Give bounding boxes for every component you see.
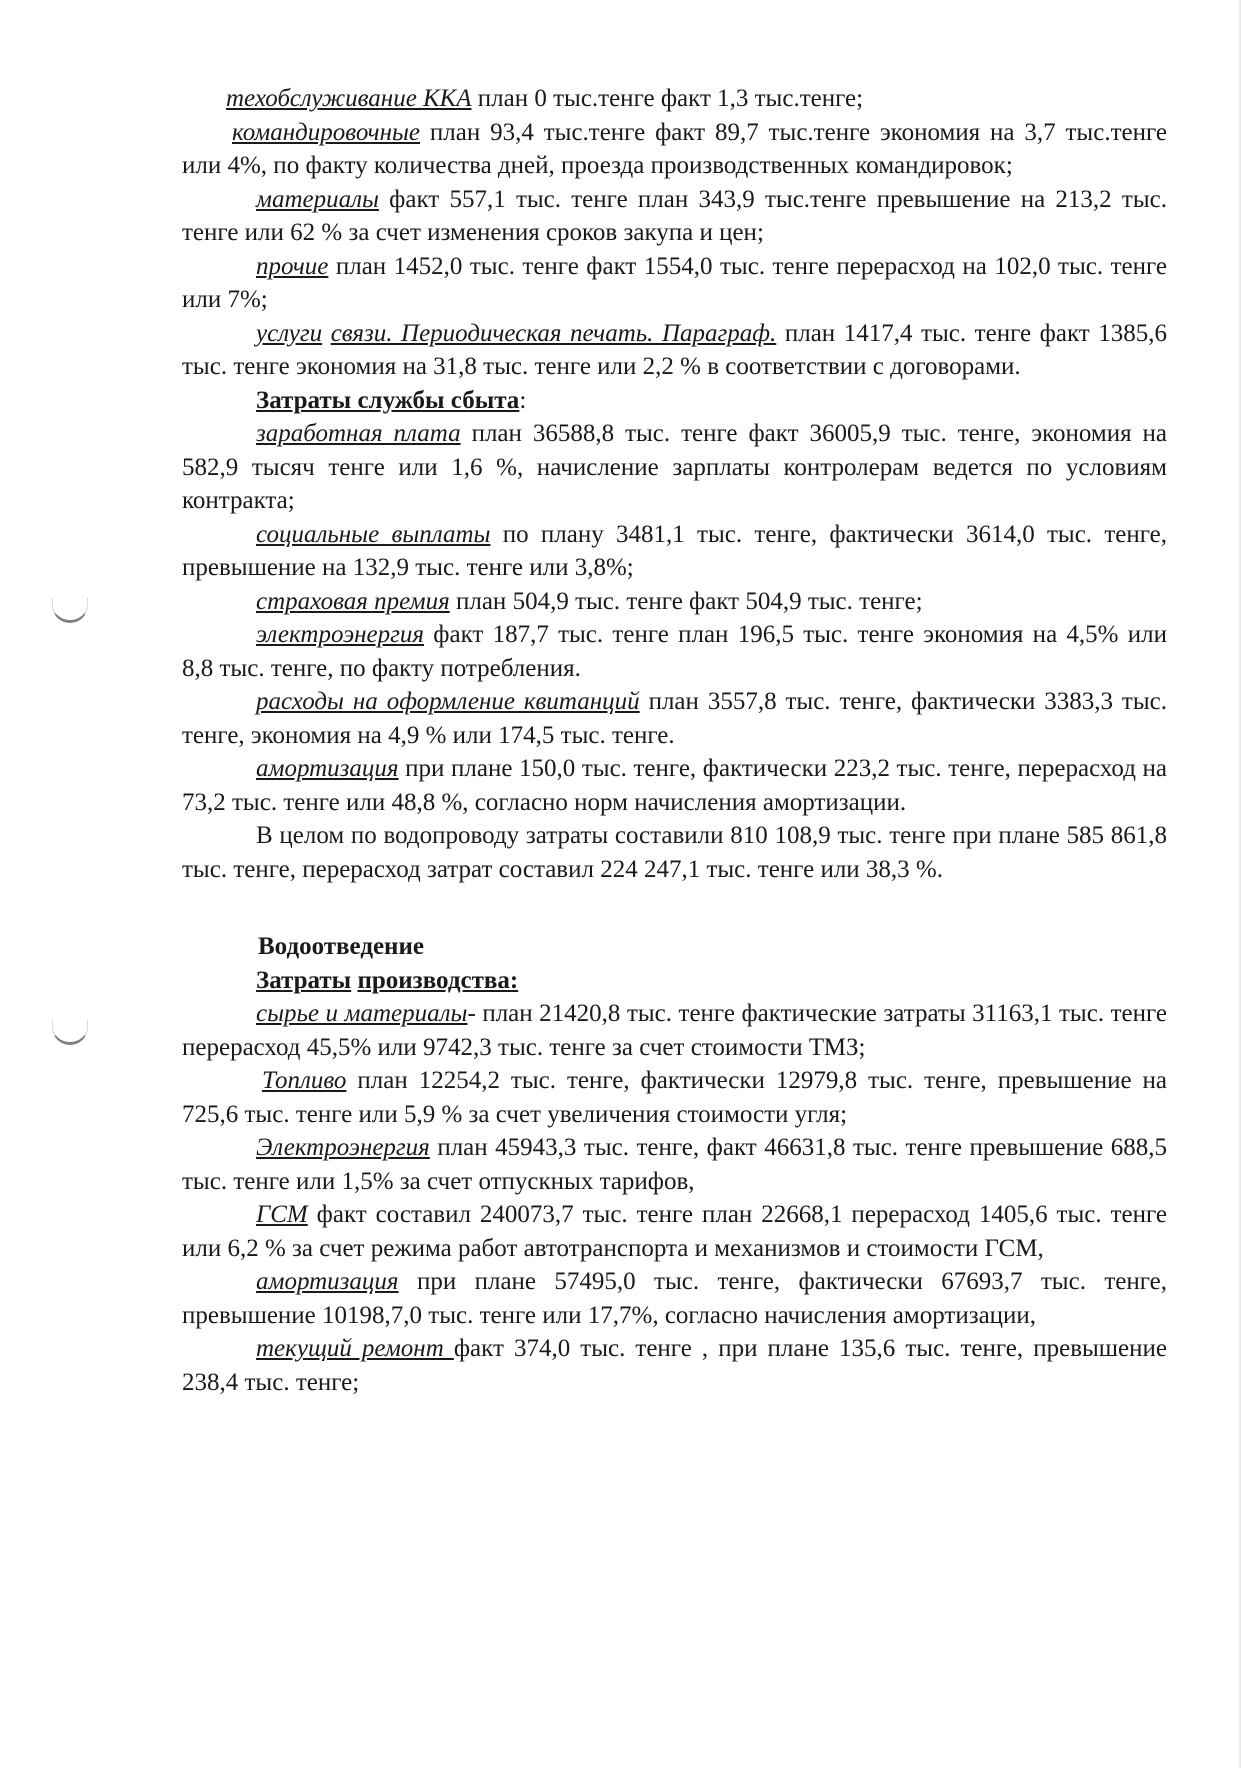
- paragraph-fuel-lubricants: [182, 1198, 1167, 1265]
- punch-hole-mark: [52, 598, 88, 623]
- paragraph-text: план 45943,3 тыс. тенге, факт 46631,8 тыс. тенге превышение 688,5 тыс. тенге или 1,5% за счет отпускных тарифов,: [182, 1134, 1167, 1195]
- term: связи. Периодическая печать. Параграф.: [330, 319, 777, 347]
- document-body: [182, 82, 1167, 1399]
- paragraph-text: план 93,4 тыс.тенге факт 89,7 тыс.тенге экономия на 3,7 тыс.тенге или 4%, по факту количества дней, проезда производственных командировок;: [182, 118, 1167, 179]
- paragraph-other: [182, 250, 1167, 317]
- paragraph-electricity: [182, 618, 1167, 685]
- production-costs-heading: [182, 964, 1167, 998]
- paragraph-social-payments: [182, 518, 1167, 585]
- paragraph-raw-materials: [182, 997, 1167, 1064]
- term: амортизация: [256, 1268, 399, 1295]
- term: сырье и материалы: [256, 1000, 468, 1027]
- heading-suffix: :: [519, 386, 527, 414]
- term: материалы: [256, 185, 379, 213]
- paragraph-text: по плану 3481,1 тыс. тенге, фактически 3614,0 тыс. тенге, превышение на 132,9 тыс. тенге или 3,8%;: [182, 520, 1168, 581]
- paragraph-insurance: [182, 585, 1167, 619]
- section-title-text: Водоотведение: [258, 933, 424, 960]
- term: страховая премия: [256, 587, 450, 615]
- paragraph-receipts: [182, 685, 1167, 752]
- term: командировочные: [232, 118, 421, 146]
- term: электроэнергия: [256, 621, 425, 648]
- term: ГСМ: [256, 1201, 308, 1228]
- term: Топливо: [262, 1067, 347, 1094]
- paragraph-text: при плане 150,0 тыс. тенге, фактически 223,2 тыс. тенге, перерасход на 73,2 тыс. тенге или 48,8 %, согласно норм начисления амортизации.: [182, 755, 1167, 816]
- paragraph-text: план 1452,0 тыс. тенге факт 1554,0 тыс. тенге перерасход на 102,0 тыс. тенге или 7%;: [182, 252, 1167, 313]
- paragraph-text: план 12254,2 тыс. тенге, фактически 12979,8 тыс. тенге, превышение на 725,6 тыс. тенге или 5,9 % за счет увеличения стоимости угля;: [182, 1067, 1167, 1128]
- paragraph-text: план 0 тыс.тенге факт 1,3 тыс.тенге;: [471, 85, 864, 112]
- term: социальные выплаты: [256, 520, 491, 548]
- heading-text: Затраты службы сбыта: [256, 386, 520, 414]
- term: расходы на оформление квитанций: [256, 688, 640, 715]
- heading-word: производства:: [357, 966, 519, 994]
- term: амортизация: [256, 755, 399, 782]
- paragraph-sewer-depreciation: [182, 1265, 1167, 1332]
- paragraph-text: план 504,9 тыс. тенге факт 504,9 тыс. тенге;: [449, 587, 923, 615]
- paragraph-business-trips: [182, 116, 1167, 183]
- sales-costs-heading: [182, 384, 1167, 418]
- term: Электроэнергия: [256, 1134, 430, 1161]
- paragraph-fuel: [182, 1064, 1167, 1131]
- term: прочие: [256, 252, 329, 280]
- paragraph-materials: [182, 183, 1167, 250]
- heading-word: Затраты: [256, 966, 352, 994]
- paragraph-text: факт 187,7 тыс. тенге план 196,5 тыс. тенге экономия на 4,5% или 8,8 тыс. тенге, по факту потребления.: [182, 621, 1167, 682]
- paragraph-text: при плане 57495,0 тыс. тенге, фактически 67693,7 тыс. тенге, превышение 10198,7,0 тыс. тенге или 17,7%, согласно начисления амортизации,: [182, 1268, 1167, 1329]
- paragraph-text: факт 557,1 тыс. тенге план 343,9 тыс.тенге превышение на 213,2 тыс. тенге или 62 % за счет изменения сроков закупа и цен;: [182, 185, 1167, 246]
- section-title-sewerage: [182, 930, 1167, 964]
- paragraph-text: факт составил 240073,7 тыс. тенге план 22668,1 перерасход 1405,6 тыс. тенге или 6,2 % за счет режима работ автотранспорта и механизмов и стоимости ГСМ,: [182, 1201, 1167, 1262]
- paragraph-salary: [182, 417, 1167, 518]
- paragraph-kka: [182, 82, 1167, 116]
- term: услуги: [256, 319, 323, 347]
- punch-hole-mark: [52, 1020, 88, 1045]
- paragraph-water-supply-summary: В целом по водопроводу затраты составили 810 108,9 тыс. тенге при плане 585 861,8 тыс. тенге, перерасход затрат составил 224 247,1 тыс. тенге или 38,3 %.: [182, 822, 1167, 883]
- paragraph-text: план 36588,8 тыс. тенге факт 36005,9 тыс. тенге, экономия на 582,9 тысяч тенге или 1,6 %, начисление зарплаты контролерам ведется по условиям контракта;: [182, 420, 1168, 514]
- paragraph-text: - план 21420,8 тыс. тенге фактические затраты 31163,1 тыс. тенге перерасход 45,5% или 9742,3 тыс. тенге за счет стоимости ТМЗ;: [182, 1000, 1168, 1061]
- paragraph-sewer-electricity: [182, 1131, 1167, 1198]
- paragraph-text: план 1417,4 тыс. тенге факт 1385,6 тыс. тенге экономия на 31,8 тыс. тенге или 2,2 % в соответствии с договорами.: [182, 319, 1168, 380]
- paragraph-current-repair: [182, 1332, 1167, 1399]
- paragraph-text: факт 374,0 тыс. тенге , при плане 135,6 тыс. тенге, превышение 238,4 тыс. тенге;: [182, 1335, 1167, 1396]
- paragraph-depreciation: [182, 752, 1167, 819]
- spacer: [182, 886, 1167, 930]
- term: техобслуживание ККА: [226, 85, 472, 112]
- paragraph-communication-services: [182, 317, 1167, 384]
- paragraph-text: план 3557,8 тыс. тенге, фактически 3383,3 тыс. тенге, экономия на 4,9 % или 174,5 тыс. тенге.: [182, 688, 1167, 749]
- term: текущий ремонт: [256, 1335, 454, 1362]
- term: заработная плата: [256, 420, 461, 447]
